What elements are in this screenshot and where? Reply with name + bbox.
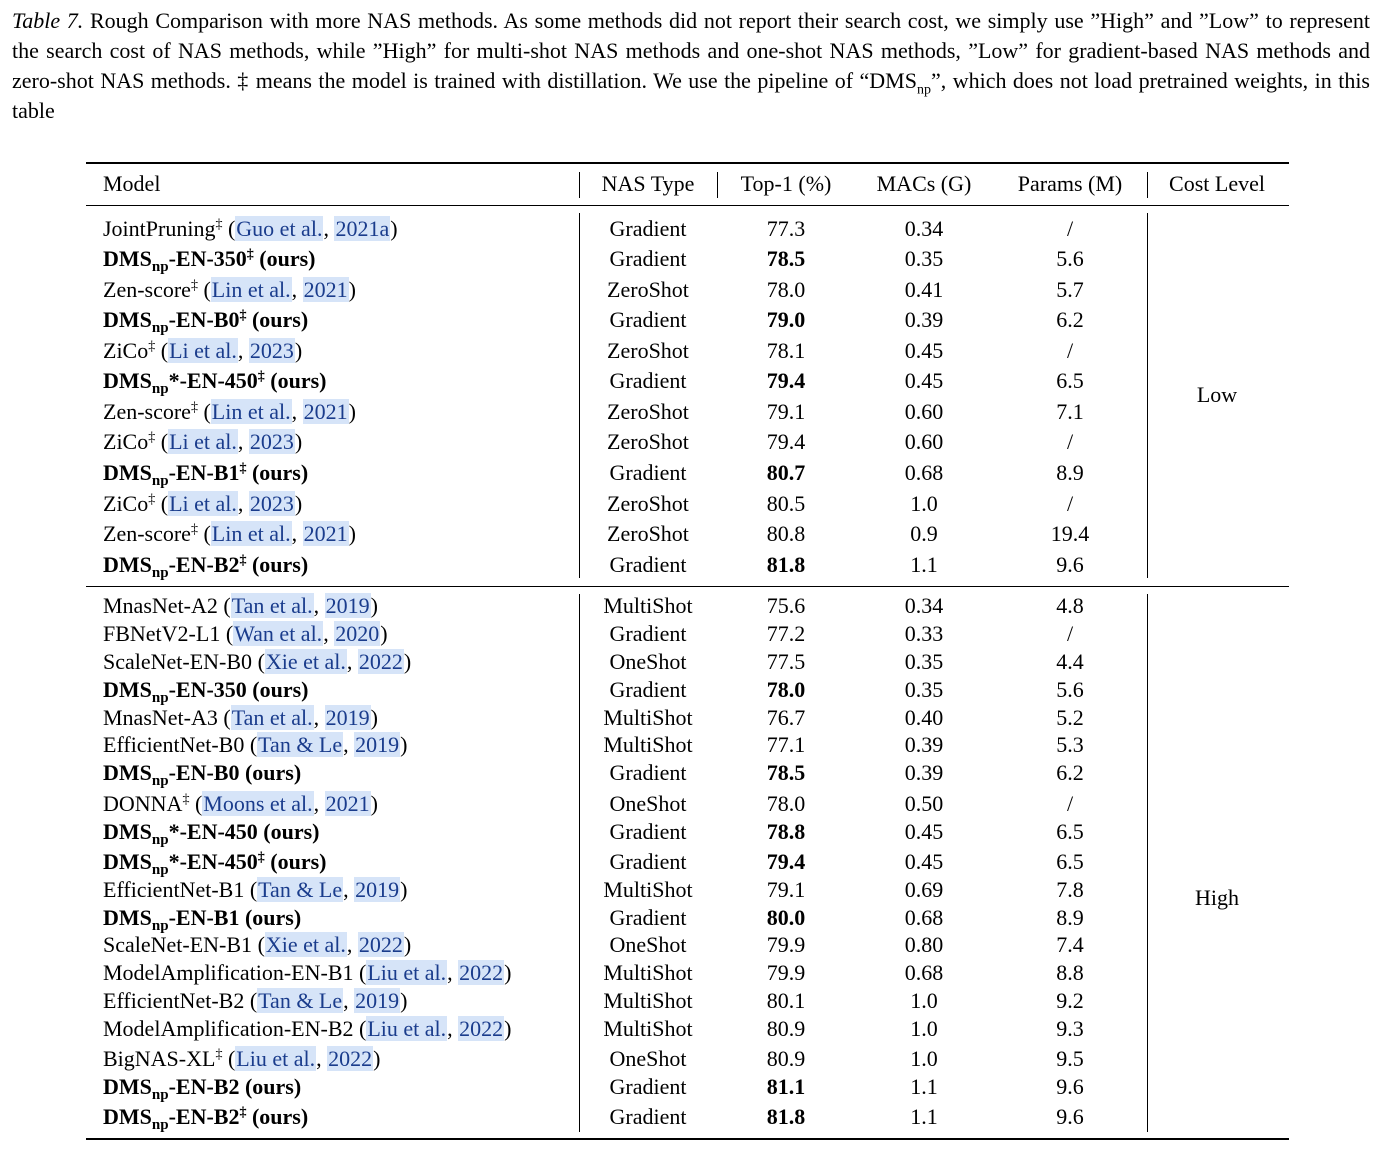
params-cell: 5.7 — [1056, 277, 1084, 302]
params-cell: 9.3 — [1056, 1016, 1084, 1041]
model-name: DMS — [103, 460, 152, 485]
model-cell: MnasNet-A3 (Tan et al., 2019) — [103, 705, 378, 730]
nas-type-cell: MultiShot — [603, 1016, 693, 1041]
params-cell: / — [1066, 491, 1074, 516]
nas-type-cell: Gradient — [609, 819, 687, 844]
macs-cell: 0.35 — [904, 677, 944, 702]
params-cell: 7.1 — [1056, 399, 1084, 424]
citation-author: Li et al. — [169, 338, 237, 363]
model-subscript: np — [151, 381, 169, 397]
params-cell: / — [1066, 791, 1074, 816]
model-cell — [103, 1104, 309, 1133]
citation-author: Lin et al. — [211, 399, 291, 424]
top1-cell: 79.1 — [766, 399, 806, 424]
model-cell — [103, 307, 309, 336]
model-name: EfficientNet-B2 — [103, 988, 245, 1013]
macs-cell: 0.40 — [904, 705, 944, 730]
top1-cell: 75.6 — [766, 593, 806, 618]
model-cell: DONNA‡ (Moons et al., 2021) — [103, 791, 378, 816]
model-name: ScaleNet-EN-B0 — [103, 649, 253, 674]
top1-cell: 79.9 — [766, 932, 806, 957]
model-variant: -EN-B2 — [168, 1104, 240, 1129]
citation-year: 2022 — [459, 960, 504, 985]
citation-year: 2022 — [358, 932, 403, 957]
model-cell: Zen-score‡ (Lin et al., 2021) — [103, 521, 356, 546]
citation-year: 2023 — [249, 429, 294, 454]
macs-cell: 0.35 — [904, 649, 944, 674]
model-cell — [103, 849, 327, 878]
top1-cell: 79.4 — [766, 368, 806, 393]
nas-type-cell: Gradient — [609, 307, 687, 332]
header-nas-type: NAS Type — [601, 171, 695, 196]
ours-label: (ours) — [259, 246, 316, 271]
table-caption — [12, 6, 1370, 126]
model-cell — [103, 760, 302, 789]
header-top1: Top-1 (%) — [740, 171, 832, 196]
model-name: DMS — [103, 307, 152, 332]
macs-cell: 1.0 — [910, 491, 938, 516]
top1-cell: 78.0 — [766, 277, 806, 302]
macs-cell: 0.45 — [904, 819, 944, 844]
params-cell: 4.8 — [1056, 593, 1084, 618]
model-subscript: np — [151, 259, 169, 275]
macs-cell: 0.50 — [904, 791, 944, 816]
model-name: MnasNet-A3 — [103, 705, 218, 730]
top1-cell: 78.5 — [766, 760, 806, 785]
nas-type-cell: MultiShot — [603, 732, 693, 757]
model-variant: -EN-B0 — [168, 760, 240, 785]
model-subscript: np — [151, 832, 169, 848]
model-name: Zen-score — [103, 277, 191, 302]
nas-type-cell: Gradient — [609, 621, 687, 646]
header-model: Model — [103, 171, 161, 196]
macs-cell: 0.68 — [904, 905, 944, 930]
model-cell: ModelAmplification-EN-B2 (Liu et al., 2022) — [103, 1016, 512, 1041]
nas-type-cell: MultiShot — [603, 705, 693, 730]
params-cell: 19.4 — [1050, 521, 1090, 546]
model-name: ModelAmplification-EN-B2 — [103, 1016, 354, 1041]
params-cell: 5.3 — [1056, 732, 1084, 757]
model-cell: ZiCo‡ (Li et al., 2023) — [103, 429, 303, 454]
nas-type-cell: MultiShot — [603, 877, 693, 902]
params-cell: / — [1066, 216, 1074, 241]
model-name: DMS — [103, 246, 152, 271]
ours-label: (ours) — [263, 819, 320, 844]
caption-subscript: np — [916, 82, 931, 98]
model-name: EfficientNet-B1 — [103, 877, 245, 902]
params-cell: 8.9 — [1056, 460, 1084, 485]
macs-cell: 0.69 — [904, 877, 944, 902]
citation-year: 2020 — [335, 621, 380, 646]
model-variant: *-EN-450 — [168, 368, 258, 393]
nas-type-cell: ZeroShot — [607, 399, 689, 424]
citation-author: Wan et al. — [234, 621, 323, 646]
model-cell: JointPruning‡ (Guo et al., 2021a) — [103, 216, 398, 241]
nas-type-cell: Gradient — [609, 460, 687, 485]
distillation-mark: ‡ — [215, 1047, 223, 1062]
params-cell: / — [1066, 621, 1074, 646]
nas-type-cell: Gradient — [609, 760, 687, 785]
nas-type-cell: OneShot — [609, 932, 687, 957]
distillation-mark: ‡ — [215, 217, 223, 232]
cost-level-high: High — [1195, 885, 1239, 910]
params-cell: / — [1066, 338, 1074, 363]
top1-cell: 78.0 — [766, 791, 806, 816]
nas-type-cell: ZeroShot — [607, 277, 689, 302]
distillation-mark: ‡ — [148, 430, 156, 445]
model-cell — [103, 819, 320, 848]
macs-cell: 0.45 — [904, 338, 944, 363]
citation-author: Lin et al. — [211, 277, 291, 302]
nas-type-cell: Gradient — [609, 368, 687, 393]
macs-cell: 1.0 — [910, 1046, 938, 1071]
header-cost-level: Cost Level — [1169, 171, 1265, 196]
cost-level-low: Low — [1196, 382, 1238, 407]
model-cell: FBNetV2-L1 (Wan et al., 2020) — [103, 621, 388, 646]
citation-author: Tan & Le — [258, 732, 343, 757]
ours-label: (ours) — [244, 760, 302, 785]
macs-cell: 0.35 — [904, 246, 944, 271]
model-variant: -EN-B0 — [168, 307, 240, 332]
ours-label: (ours) — [251, 552, 309, 577]
macs-cell: 0.33 — [904, 621, 944, 646]
nas-type-cell: MultiShot — [603, 593, 693, 618]
model-cell: ScaleNet-EN-B0 (Xie et al., 2022) — [103, 649, 412, 674]
distillation-mark: ‡ — [190, 400, 198, 415]
model-name: DMS — [103, 849, 152, 874]
citation-year: 2023 — [249, 338, 294, 363]
model-name: DMS — [103, 760, 152, 785]
model-cell — [103, 368, 327, 397]
caption-text: Rough Comparison with more NAS methods. As some methods did not report their search cost, we simply use ”High” and ”Low” to represent the search cost of NAS methods, while ”High” for multi-shot NAS methods and one-shot NAS methods, ”Low” for gradient-based NAS methods and zero-shot NAS methods. ‡ means the model is trained with distillation. We use the pipeline of “DMS — [12, 8, 1371, 93]
distillation-mark: ‡ — [239, 461, 247, 476]
citation-author: Tan et al. — [231, 705, 313, 730]
citation-year: 2023 — [249, 491, 294, 516]
citation-author: Liu et al. — [236, 1046, 316, 1071]
nas-type-cell: MultiShot — [603, 960, 693, 985]
citation-year: 2022 — [328, 1046, 373, 1071]
top1-cell: 81.8 — [766, 1104, 806, 1129]
bottom-rule — [86, 1138, 1289, 1140]
top1-cell: 78.8 — [766, 819, 806, 844]
macs-cell: 0.45 — [904, 849, 944, 874]
params-cell: 8.9 — [1056, 905, 1084, 930]
model-cell — [103, 1074, 302, 1103]
distillation-mark: ‡ — [190, 522, 198, 537]
header-params: Params (M) — [1017, 171, 1123, 196]
nas-type-cell: OneShot — [609, 1046, 687, 1071]
model-name: DMS — [103, 905, 152, 930]
model-variant: -EN-350 — [168, 677, 247, 702]
top1-cell: 79.4 — [766, 849, 806, 874]
model-cell: ModelAmplification-EN-B1 (Liu et al., 2022) — [103, 960, 512, 985]
params-cell: 7.8 — [1056, 877, 1084, 902]
distillation-mark: ‡ — [148, 339, 156, 354]
distillation-mark: ‡ — [239, 553, 247, 568]
citation-year: 2022 — [358, 649, 403, 674]
model-cell: EfficientNet-B1 (Tan & Le, 2019) — [103, 877, 408, 902]
top1-cell: 80.8 — [766, 521, 806, 546]
model-cell: EfficientNet-B2 (Tan & Le, 2019) — [103, 988, 408, 1013]
group-divider — [86, 586, 1289, 587]
ours-label: (ours) — [244, 1074, 302, 1099]
nas-type-cell: ZeroShot — [607, 429, 689, 454]
citation-year: 2019 — [325, 593, 370, 618]
model-cell — [103, 677, 309, 706]
nas-type-cell: Gradient — [609, 849, 687, 874]
macs-cell: 0.34 — [904, 216, 944, 241]
params-cell: 6.5 — [1056, 849, 1084, 874]
citation-author: Tan & Le — [258, 988, 343, 1013]
nas-type-cell: ZeroShot — [607, 338, 689, 363]
citation-author: Xie et al. — [265, 649, 346, 674]
top1-cell: 76.7 — [766, 705, 806, 730]
top1-cell: 77.5 — [766, 649, 806, 674]
model-name: Zen-score — [103, 399, 191, 424]
top1-cell: 79.1 — [766, 877, 806, 902]
top1-cell: 79.9 — [766, 960, 806, 985]
nas-type-cell: ZeroShot — [607, 521, 689, 546]
model-name: JointPruning — [103, 216, 216, 241]
model-cell: Zen-score‡ (Lin et al., 2021) — [103, 277, 356, 302]
model-name: EfficientNet-B0 — [103, 732, 245, 757]
citation-author: Xie et al. — [265, 932, 346, 957]
model-subscript: np — [151, 862, 169, 878]
distillation-mark: ‡ — [239, 1105, 247, 1120]
model-variant: *-EN-450 — [168, 819, 258, 844]
model-variant: -EN-B1 — [168, 905, 240, 930]
macs-cell: 0.60 — [904, 429, 944, 454]
nas-type-cell: OneShot — [609, 791, 687, 816]
params-cell: 9.6 — [1056, 1074, 1084, 1099]
macs-cell: 1.1 — [910, 552, 938, 577]
citation-year: 2019 — [355, 877, 400, 902]
citation-author: Liu et al. — [367, 1016, 447, 1041]
macs-cell: 1.0 — [910, 1016, 938, 1041]
model-cell: ZiCo‡ (Li et al., 2023) — [103, 491, 303, 516]
model-variant: -EN-B2 — [168, 1074, 240, 1099]
header-macs: MACs (G) — [876, 171, 972, 196]
params-cell: 9.5 — [1056, 1046, 1084, 1071]
model-name: ZiCo — [103, 338, 149, 363]
ours-label: (ours) — [251, 1104, 309, 1129]
top1-cell: 77.2 — [766, 621, 806, 646]
distillation-mark: ‡ — [246, 247, 254, 262]
citation-author: Li et al. — [169, 429, 237, 454]
model-name: ZiCo — [103, 429, 149, 454]
top1-cell: 79.4 — [766, 429, 806, 454]
model-name: MnasNet-A2 — [103, 593, 218, 618]
model-subscript: np — [151, 320, 169, 336]
column-separator — [1147, 594, 1148, 1132]
citation-author: Tan & Le — [258, 877, 343, 902]
model-variant: *-EN-450 — [168, 849, 258, 874]
citation-year: 2019 — [355, 732, 400, 757]
nas-type-cell: Gradient — [609, 677, 687, 702]
ours-label: (ours) — [270, 849, 327, 874]
nas-type-cell: Gradient — [609, 552, 687, 577]
params-cell: / — [1066, 429, 1074, 454]
params-cell: 4.4 — [1056, 649, 1084, 674]
macs-cell: 1.1 — [910, 1104, 938, 1129]
ours-label: (ours) — [270, 368, 327, 393]
model-cell — [103, 905, 302, 934]
macs-cell: 0.68 — [904, 460, 944, 485]
nas-type-cell: Gradient — [609, 905, 687, 930]
macs-cell: 0.41 — [904, 277, 944, 302]
distillation-mark: ‡ — [190, 278, 198, 293]
nas-type-cell: Gradient — [609, 246, 687, 271]
citation-year: 2021 — [303, 277, 348, 302]
top1-cell: 80.9 — [766, 1046, 806, 1071]
macs-cell: 0.80 — [904, 932, 944, 957]
model-name: Zen-score — [103, 521, 191, 546]
citation-year: 2022 — [459, 1016, 504, 1041]
model-name: ModelAmplification-EN-B1 — [103, 960, 354, 985]
macs-cell: 0.39 — [904, 732, 944, 757]
model-subscript: np — [151, 1117, 169, 1133]
macs-cell: 0.39 — [904, 760, 944, 785]
distillation-mark: ‡ — [182, 792, 190, 807]
model-subscript: np — [151, 773, 169, 789]
model-name: DONNA — [103, 791, 183, 816]
citation-author: Tan et al. — [231, 593, 313, 618]
citation-author: Moons et al. — [203, 791, 313, 816]
top1-cell: 81.1 — [766, 1074, 806, 1099]
top1-cell: 80.9 — [766, 1016, 806, 1041]
model-cell: ScaleNet-EN-B1 (Xie et al., 2022) — [103, 932, 412, 957]
model-variant: -EN-350 — [168, 246, 247, 271]
citation-author: Guo et al. — [236, 216, 323, 241]
model-subscript: np — [151, 565, 169, 581]
model-cell: BigNAS-XL‡ (Liu et al., 2022) — [103, 1046, 381, 1071]
params-cell: 7.4 — [1056, 932, 1084, 957]
top1-cell: 80.5 — [766, 491, 806, 516]
model-subscript: np — [151, 1087, 169, 1103]
model-name: DMS — [103, 552, 152, 577]
params-cell: 9.6 — [1056, 1104, 1084, 1129]
params-cell: 5.6 — [1056, 677, 1084, 702]
params-cell: 6.2 — [1056, 307, 1084, 332]
top1-cell: 80.0 — [766, 905, 806, 930]
model-cell: MnasNet-A2 (Tan et al., 2019) — [103, 593, 378, 618]
model-cell — [103, 460, 309, 489]
model-variant: -EN-B2 — [168, 552, 240, 577]
model-cell — [103, 246, 316, 275]
top1-cell: 77.1 — [766, 732, 806, 757]
params-cell: 6.5 — [1056, 368, 1084, 393]
model-name: ZiCo — [103, 491, 149, 516]
citation-year: 2021 — [303, 521, 348, 546]
top1-cell: 81.8 — [766, 552, 806, 577]
top1-cell: 78.0 — [766, 677, 806, 702]
macs-cell: 1.1 — [910, 1074, 938, 1099]
top1-cell: 80.1 — [766, 988, 806, 1013]
nas-type-cell: Gradient — [609, 216, 687, 241]
citation-year: 2019 — [325, 705, 370, 730]
params-cell: 9.6 — [1056, 552, 1084, 577]
ours-label: (ours) — [251, 307, 309, 332]
macs-cell: 0.9 — [910, 521, 938, 546]
model-name: DMS — [103, 368, 152, 393]
model-name: DMS — [103, 1074, 152, 1099]
nas-type-cell: ZeroShot — [607, 491, 689, 516]
citation-year: 2019 — [355, 988, 400, 1013]
top1-cell: 78.5 — [766, 246, 806, 271]
model-cell: EfficientNet-B0 (Tan & Le, 2019) — [103, 732, 408, 757]
distillation-mark: ‡ — [257, 850, 265, 865]
model-name: FBNetV2-L1 — [103, 621, 221, 646]
model-cell — [103, 552, 309, 581]
ours-label: (ours) — [244, 905, 302, 930]
nas-type-cell: MultiShot — [603, 988, 693, 1013]
params-cell: 5.2 — [1056, 705, 1084, 730]
model-variant: -EN-B1 — [168, 460, 240, 485]
macs-cell: 0.68 — [904, 960, 944, 985]
model-name: ScaleNet-EN-B1 — [103, 932, 253, 957]
macs-cell: 0.45 — [904, 368, 944, 393]
distillation-mark: ‡ — [148, 492, 156, 507]
macs-cell: 0.60 — [904, 399, 944, 424]
params-cell: 8.8 — [1056, 960, 1084, 985]
params-cell: 9.2 — [1056, 988, 1084, 1013]
caption-label: Table 7. — [12, 8, 84, 33]
model-subscript: np — [151, 473, 169, 489]
citation-year: 2021a — [335, 216, 390, 241]
model-subscript: np — [151, 918, 169, 934]
model-name: DMS — [103, 677, 152, 702]
citation-author: Li et al. — [169, 491, 237, 516]
nas-type-cell: OneShot — [609, 649, 687, 674]
top1-cell: 78.1 — [766, 338, 806, 363]
params-cell: 6.2 — [1056, 760, 1084, 785]
params-cell: 6.5 — [1056, 819, 1084, 844]
model-name: DMS — [103, 1104, 152, 1129]
top1-cell: 77.3 — [766, 216, 806, 241]
nas-type-cell: Gradient — [609, 1104, 687, 1129]
caption-text-end: ”, which does not load pretrained weights, in this table — [12, 68, 1370, 123]
citation-author: Lin et al. — [211, 521, 291, 546]
nas-type-cell: Gradient — [609, 1074, 687, 1099]
citation-year: 2021 — [303, 399, 348, 424]
top-rule — [86, 162, 1289, 164]
model-subscript: np — [151, 690, 169, 706]
model-cell: ZiCo‡ (Li et al., 2023) — [103, 338, 303, 363]
model-name: DMS — [103, 819, 152, 844]
citation-author: Liu et al. — [367, 960, 447, 985]
macs-cell: 1.0 — [910, 988, 938, 1013]
params-cell: 5.6 — [1056, 246, 1084, 271]
citation-year: 2021 — [325, 791, 370, 816]
distillation-mark: ‡ — [257, 369, 265, 384]
macs-cell: 0.34 — [904, 593, 944, 618]
header-rule — [86, 205, 1289, 206]
top1-cell: 80.7 — [766, 460, 806, 485]
ours-label: (ours) — [251, 460, 309, 485]
model-name: BigNAS-XL — [103, 1046, 216, 1071]
model-cell: Zen-score‡ (Lin et al., 2021) — [103, 399, 356, 424]
ours-label: (ours) — [252, 677, 309, 702]
top1-cell: 79.0 — [766, 307, 806, 332]
macs-cell: 0.39 — [904, 307, 944, 332]
distillation-mark: ‡ — [239, 308, 247, 323]
